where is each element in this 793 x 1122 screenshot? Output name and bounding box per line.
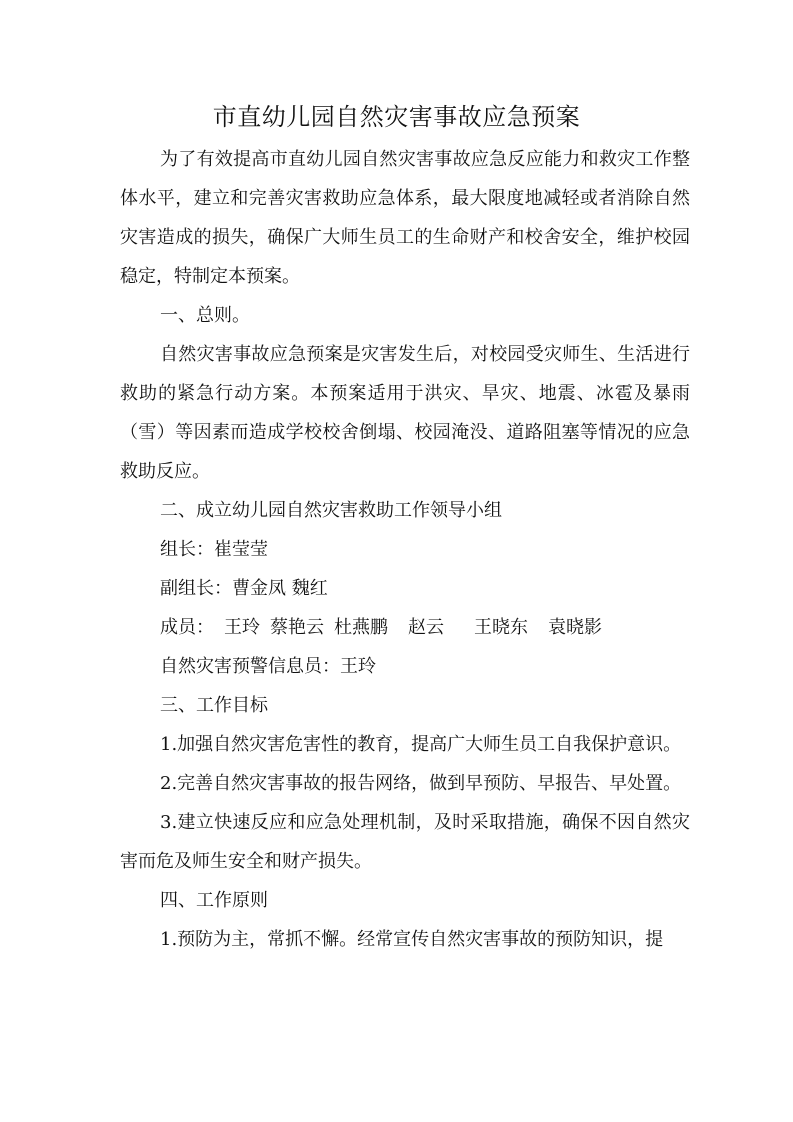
member-name: 袁晓影: [548, 617, 602, 638]
section3-heading: 三、工作目标: [160, 695, 268, 716]
info-officer: 自然灾害预警信息员：王玲: [160, 656, 376, 677]
members-label: 成员：: [160, 617, 214, 638]
group-leader: 组长：崔莹莹: [160, 539, 268, 560]
member-name: 蔡艳云: [270, 617, 324, 638]
document-title: 市直幼儿园自然灾害事故应急预案: [212, 103, 581, 131]
member-name: 杜燕鹏: [334, 617, 388, 638]
section1-text: 自然灾害事故应急预案是灾害发生后，对校园受灾师生、生活进行救助的紧急行动方案。本预案适用于洪灾、旱灾、地震、冰雹及暴雨（雪）等因素而造成学校校舍倒塌、校园淹没、道路阻塞等情况的应急救助反应。: [120, 344, 690, 482]
intro-paragraph: 为了有效提高市直幼儿园自然灾害事故应急反应能力和救灾工作整体水平，建立和完善灾害救助应急体系，最大限度地减轻或者消除自然灾害造成的损失，确保广大师生员工的生命财产和校舍安全，维护校园稳定，特制定本预案。: [120, 149, 690, 287]
section1-heading: 一、总则。: [160, 305, 250, 326]
principle-item-1: 1.预防为主，常抓不懈。经常宣传自然灾害事故的预防知识，提: [160, 929, 664, 950]
goal-item-2: 2.完善自然灾害事故的报告网络，做到早预防、早报告、早处置。: [160, 773, 682, 794]
group-members: [120, 608, 690, 647]
goal-item-3: 3.建立快速反应和应急处理机制，及时采取措施，确保不因自然灾害而危及师生安全和财产损失。: [120, 812, 690, 872]
member-name: 王玲: [224, 617, 260, 638]
group-deputy: 副组长：曹金凤 魏红: [160, 578, 328, 599]
goal-item-1: 1.加强自然灾害危害性的教育，提高广大师生员工自我保护意识。: [160, 734, 682, 755]
section2-heading: 二、成立幼儿园自然灾害救助工作领导小组: [160, 500, 502, 521]
section4-heading: 四、工作原则: [160, 890, 268, 911]
member-name: 王晓东: [474, 617, 528, 638]
document-body: [120, 140, 690, 959]
member-name: 赵云: [408, 617, 444, 638]
